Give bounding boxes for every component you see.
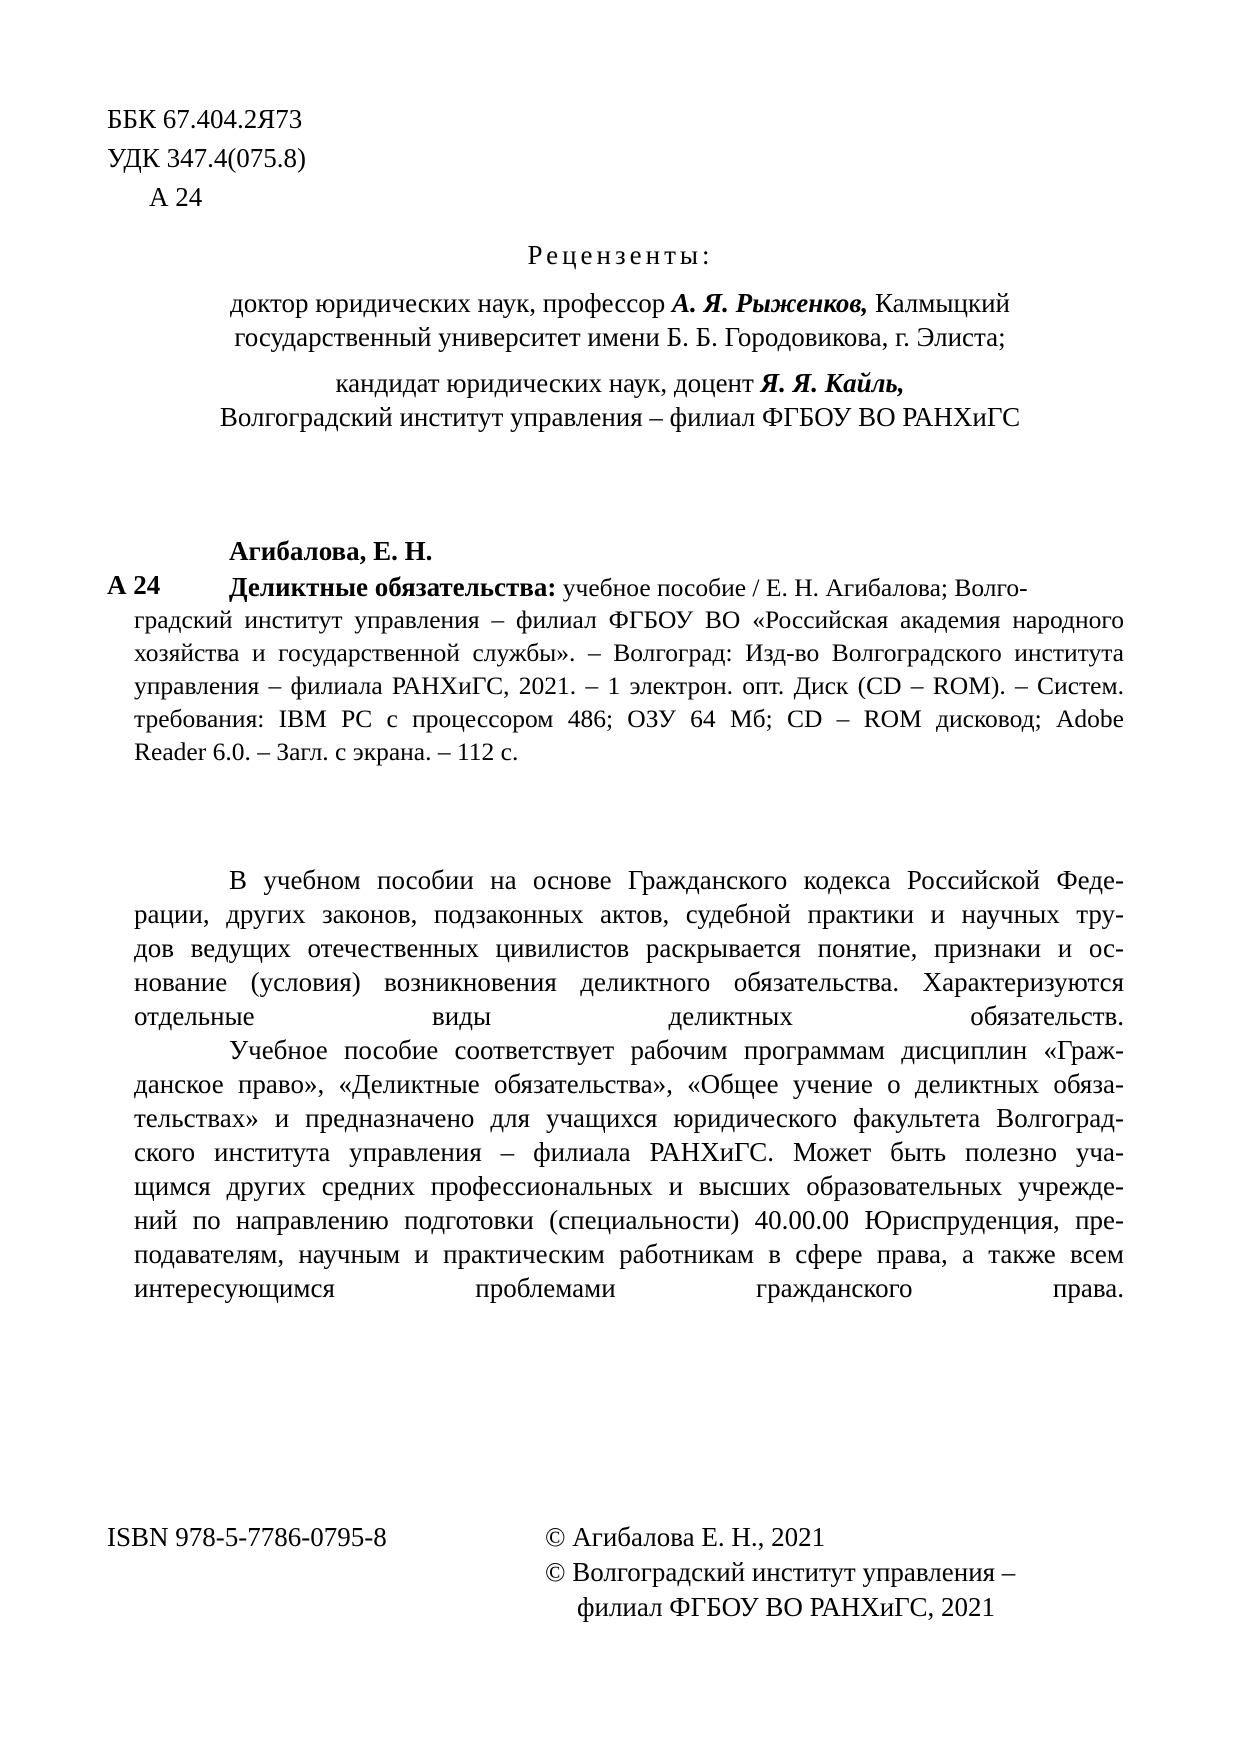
annotation-p1-line3: дов ведущих отечественных цивилистов раскрывается понятие, признаки и ос- bbox=[134, 933, 1124, 963]
annotation-p1-line2: рации, других законов, подзаконных актов, судебной практики и научных тру- bbox=[134, 899, 1124, 929]
bbk-code: ББК 67.404.2Я73 bbox=[107, 104, 303, 134]
bib-line-5: требования: IBM PC с процессором 486; ОЗУ 64 Мб; CD – ROM дисковод; Adobe bbox=[134, 704, 1124, 733]
annotation-p1-line5: отдельные виды деликтных обязательств. bbox=[134, 1001, 1124, 1031]
classification-codes bbox=[107, 100, 306, 217]
annotation-p1-line1: В учебном пособии на основе Гражданского кодекса Российской Феде- bbox=[229, 865, 1124, 895]
reviewer-2-line1 bbox=[140, 366, 1100, 400]
bib-line-3: хозяйства и государственной службы». – Волгоград: Изд-во Волгоградского института bbox=[134, 638, 1124, 667]
reviewer-1-name: А. Я. Рыженков, bbox=[672, 288, 869, 318]
reviewer-1-line1 bbox=[140, 286, 1100, 320]
reviewer-1 bbox=[140, 286, 1100, 354]
annotation-p2-line7: подавателям, научным и практическим работникам в сфере права, а также всем bbox=[134, 1239, 1124, 1269]
reviewers-heading: Рецензенты: bbox=[527, 240, 714, 270]
bib-title-rest: учебное пособие / Е. Н. Агибалова; Волго- bbox=[556, 573, 1028, 602]
annotation-p2-line6: ний по направлению подготовки (специальности) 40.00.00 Юриспруденция, пре- bbox=[134, 1205, 1124, 1235]
isbn: ISBN 978-5-7786-0795-8 bbox=[107, 1522, 387, 1552]
annotation-p2-line5: щимся других средних профессиональных и высших образовательных учрежде- bbox=[134, 1171, 1124, 1201]
bib-line-4: управления – филиала РАНХиГС, 2021. – 1 электрон. опт. Диск (CD – ROM). – Систем. bbox=[134, 671, 1124, 700]
bib-title: Деликтные обязательства: bbox=[229, 572, 557, 602]
bib-author: Агибалова, Е. Н. bbox=[229, 536, 433, 566]
copyright-publisher-line2: филиал ФГБОУ ВО РАНХиГС, 2021 bbox=[577, 1592, 995, 1622]
annotation-p2-line2: данское право», «Деликтные обязательства», «Общее учение о деликтных обяза- bbox=[134, 1069, 1124, 1099]
bib-line-6: Reader 6.0. – Загл. с экрана. – 112 с. bbox=[134, 737, 519, 766]
annotation-p2-line8: интересующимся проблемами гражданского права. bbox=[134, 1273, 1124, 1303]
reviewer-2 bbox=[140, 366, 1100, 434]
bib-line-2: градский институт управления – филиал ФГБОУ ВО «Российская академия народного bbox=[134, 605, 1124, 634]
annotation-p2-line4: ского института управления – филиала РАНХиГС. Может быть полезно уча- bbox=[134, 1137, 1124, 1167]
reviewer-1-degree: доктор юридических наук, профессор bbox=[230, 288, 673, 318]
reviewer-1-line2: государственный университет имени Б. Б. Городовикова, г. Элиста; bbox=[234, 322, 1006, 352]
annotation-p1-line4: нование (условия) возникновения деликтного обязательства. Характеризуются bbox=[134, 967, 1124, 997]
author-mark: А 24 bbox=[149, 182, 203, 212]
reviewer-1-org-start: Калмыцкий bbox=[868, 288, 1010, 318]
bib-title-line bbox=[229, 572, 1028, 603]
copyright-author: © Агибалова Е. Н., 2021 bbox=[545, 1522, 826, 1552]
bib-author-mark: А 24 bbox=[107, 570, 161, 600]
copyright-publisher-line1: © Волгоградский институт управления – bbox=[545, 1557, 1016, 1587]
annotation-p2-line1: Учебное пособие соответствует рабочим программам дисциплин «Граж- bbox=[229, 1035, 1124, 1065]
reviewer-2-name: Я. Я. Кайль, bbox=[760, 368, 905, 398]
annotation-p2-line3: тельствах» и предназначено для учащихся юридического факультета Волгоград- bbox=[134, 1103, 1124, 1133]
reviewer-2-org: Волгоградский институт управления – филиал ФГБОУ ВО РАНХиГС bbox=[219, 402, 1021, 432]
udk-code: УДК 347.4(075.8) bbox=[107, 143, 307, 173]
reviewer-2-degree: кандидат юридических наук, доцент bbox=[335, 368, 761, 398]
